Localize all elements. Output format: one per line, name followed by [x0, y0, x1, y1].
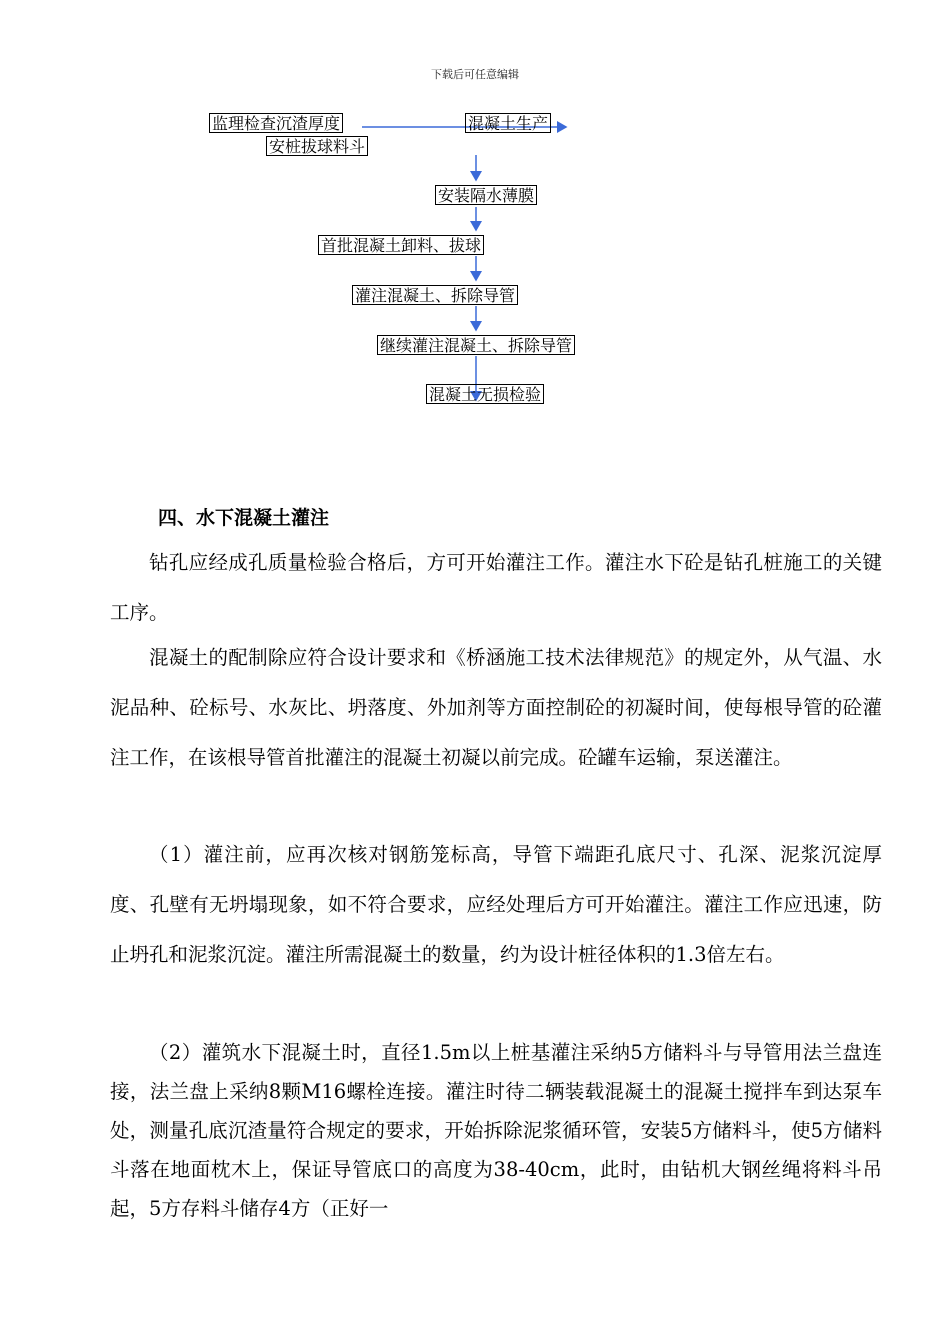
flowchart	[0, 0, 950, 420]
box-concrete-production: 混凝土生产	[465, 113, 551, 133]
paragraph-4: （2）灌筑水下混凝土时，直径1.5m以上桩基灌注采纳5方储料斗与导管用法兰盘连接，法兰盘上采纳8颗M16螺栓连接。灌注时待二辆装载混凝土的混凝土搅拌车到达泵车处，测量孔底沉渣量符合规定的要求，开始拆除泥浆循环管，安装5方储料斗，使5方储料斗落在地面枕木上，保证导管底口的高度为38-40cm，此时，由钻机大钢丝绳将料斗吊起，5方存料斗储存4方（正好一	[110, 1041, 882, 1220]
flowchart-arrows	[0, 0, 950, 420]
page-header: 下载后可任意编辑	[431, 68, 519, 81]
paragraph-1: 钻孔应经成孔质量检验合格后，方可开始灌注工作。灌注水下砼是钻孔桩施工的关键工序。	[110, 551, 882, 624]
paragraph-3: （1）灌注前，应再次核对钢筋笼标高，导管下端距孔底尺寸、孔深、泥浆沉淀厚度、孔壁有无坍塌现象，如不符合要求，应经处理后方可开始灌注。灌注工作应迅速，防止坍孔和泥浆沉淀。灌注所需混凝土的数量，约为设计桩径体积的1.3倍左右。	[110, 843, 882, 966]
box-first-batch: 首批混凝土卸料、拔球	[318, 235, 484, 255]
box-nondestructive-test: 混凝土无损检验	[426, 384, 544, 404]
box-continue-pour: 继续灌注混凝土、拆除导管	[377, 335, 575, 355]
paragraph-2: 混凝土的配制除应符合设计要求和《桥涵施工技术法律规范》的规定外，从气温、水泥品种、砼标号、水灰比、坍落度、外加剂等方面控制砼的初凝时间，使每根导管的砼灌注工作，在该根导管首批灌注的混凝土初凝以前完成。砼罐车运输，泵送灌注。	[110, 646, 882, 769]
box-install-hopper: 安桩拔球料斗	[266, 136, 368, 156]
box-pour-remove: 灌注混凝土、拆除导管	[352, 285, 518, 305]
box-install-membrane: 安装隔水薄膜	[435, 185, 537, 205]
box-check-sediment: 监理检查沉渣厚度	[209, 113, 343, 133]
section-heading: 四、水下混凝土灌注	[158, 507, 330, 529]
